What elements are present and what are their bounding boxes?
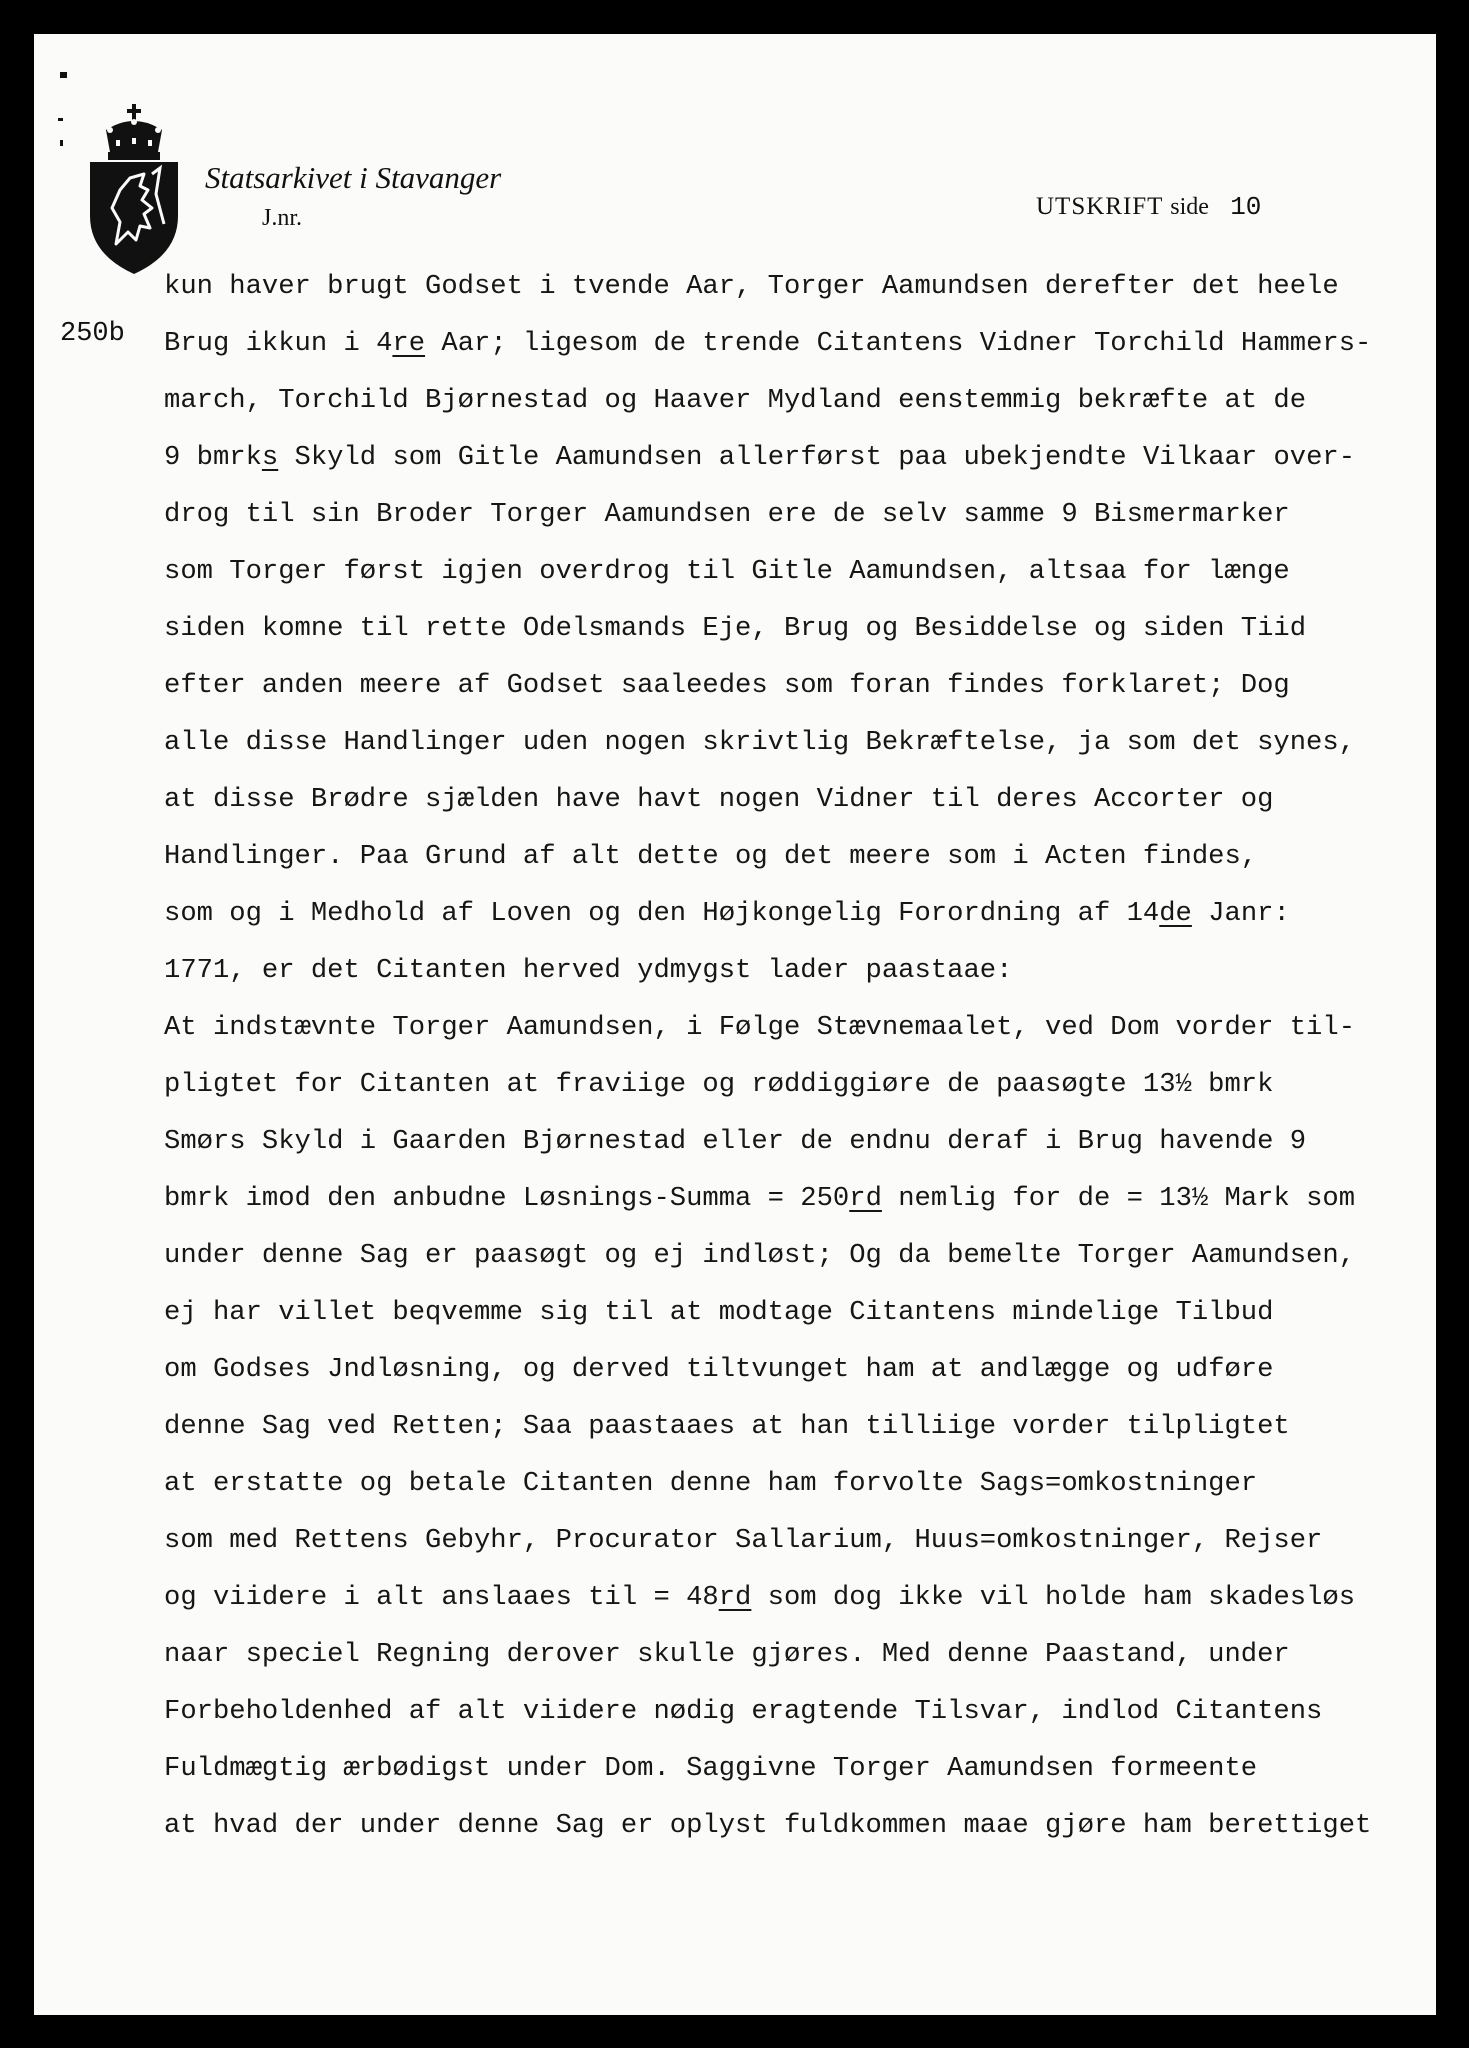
text-run: siden komne til rette Odelsmands Eje, Brug og Besiddelse og siden Tiid [164, 613, 1307, 644]
underlined-abbreviation: de [1159, 898, 1192, 929]
text-run: 9 bmrk [164, 442, 262, 473]
text-run: march, Torchild Bjørnestad og Haaver Mydland eenstemmig bekræfte at de [164, 385, 1307, 416]
archive-name: Statsarkivet i Stavanger [205, 160, 502, 195]
text-run: Forbeholdenhed af alt viidere nødig eragtende Tilsvar, indlod Citantens [164, 1696, 1323, 1727]
underlined-abbreviation: rd [718, 1582, 752, 1613]
text-line [164, 714, 1434, 771]
text-run: naar speciel Regning derover skulle gjøres. Med denne Paastand, under [164, 1639, 1290, 1670]
text-run: som med Rettens Gebyhr, Procurator Sallarium, Huus=omkostninger, Rejser [164, 1525, 1323, 1556]
text-line [164, 1170, 1434, 1227]
punch-mark [58, 118, 63, 121]
text-run: som og i Medhold af Loven og den Højkongelig Forordning af 14 [164, 898, 1160, 929]
underlined-abbreviation: rd [849, 1183, 882, 1214]
text-run: at hvad der under denne Sag er oplyst fuldkommen maae gjøre ham berettiget [164, 1810, 1372, 1841]
text-line [164, 885, 1434, 942]
page-header-right [1036, 192, 1261, 222]
text-line [164, 1398, 1434, 1455]
text-run: Fuldmægtig ærbødigst under Dom. Saggivne Torger Aamundsen formeente [164, 1753, 1258, 1784]
text-run: Skyld som Gitle Aamundsen allerførst paa ubekjendte Vilkaar over- [278, 442, 1356, 473]
text-line [164, 429, 1434, 486]
text-run: alle disse Handlinger uden nogen skrivtlig Bekræftelse, ja som det synes, [164, 727, 1356, 758]
journal-number-label: J.nr. [262, 205, 303, 231]
text-line [164, 600, 1434, 657]
text-line [164, 1797, 1434, 1854]
text-run: som Torger først igjen overdrog til Gitle Aamundsen, altsaa for længe [164, 556, 1290, 587]
text-line [164, 1284, 1434, 1341]
text-line [164, 1227, 1434, 1284]
text-line [164, 1455, 1434, 1512]
text-run: som dog ikke vil holde ham skadesløs [751, 1582, 1356, 1613]
underlined-abbreviation: re [392, 328, 426, 359]
text-line [164, 315, 1434, 372]
text-run: Brug ikkun i 4 [164, 328, 393, 359]
text-line [164, 771, 1434, 828]
text-run: Handlinger. Paa Grund af alt dette og det meere som i Acten findes, [164, 841, 1258, 872]
text-run: 1771, er det Citanten herved ydmygst lader paastaae: [164, 955, 1013, 986]
side-label: side [1170, 194, 1209, 220]
text-line [164, 372, 1434, 429]
text-line [164, 1740, 1434, 1797]
text-run: denne Sag ved Retten; Saa paastaaes at han tilliige vorder tilpligtet [164, 1411, 1290, 1442]
text-line [164, 543, 1434, 600]
text-run: ej har villet beqvemme sig til at modtage Citantens mindelige Tilbud [164, 1297, 1274, 1328]
text-run: Aar; ligesom de trende Citantens Vidner Torchild Hammers- [425, 328, 1372, 359]
text-run: Smørs Skyld i Gaarden Bjørnestad eller de endnu deraf i Brug havende 9 [164, 1126, 1307, 1157]
transcription-body [164, 258, 1434, 1854]
text-line [164, 1056, 1434, 1113]
text-line [164, 1113, 1434, 1170]
text-run: Janr: [1191, 898, 1290, 929]
text-run: at disse Brødre sjælden have havt nogen Vidner til deres Accorter og [164, 784, 1274, 815]
utskrift-label: UTSKRIFT [1036, 193, 1164, 220]
margin-folio-note: 250b [60, 319, 125, 349]
text-run: at erstatte og betale Citanten denne ham forvolte Sags=omkostninger [164, 1468, 1258, 1499]
text-line [164, 1512, 1434, 1569]
underlined-abbreviation: s [261, 442, 279, 473]
text-run: under denne Sag er paasøgt og ej indløst; Og da bemelte Torger Aamundsen, [164, 1240, 1356, 1271]
text-line [164, 999, 1434, 1056]
text-line [164, 657, 1434, 714]
text-run: nemlig for de = 13½ Mark som [881, 1183, 1356, 1214]
coat-of-arms-icon [86, 104, 182, 276]
text-run: om Godses Jndløsning, og derved tiltvunget ham at andlægge og udføre [164, 1354, 1274, 1385]
text-line [164, 486, 1434, 543]
text-line [164, 1569, 1434, 1626]
text-run: pligtet for Citanten at fraviige og røddiggiøre de paasøgte 13½ bmrk [164, 1069, 1274, 1100]
text-line [164, 942, 1434, 999]
text-run: kun haver brugt Godset i tvende Aar, Torger Aamundsen derefter det heele [164, 271, 1339, 302]
text-line [164, 1626, 1434, 1683]
text-line [164, 1341, 1434, 1398]
text-line [164, 828, 1434, 885]
punch-mark [60, 72, 67, 78]
text-run: At indstævnte Torger Aamundsen, i Følge Stævnemaalet, ved Dom vorder til- [164, 1012, 1356, 1043]
punch-mark [60, 140, 63, 146]
text-run: og viidere i alt anslaaes til = 48 [164, 1582, 719, 1613]
text-run: bmrk imod den anbudne Løsnings-Summa = 250 [164, 1183, 850, 1214]
text-line [164, 258, 1434, 315]
page-number: 10 [1230, 192, 1262, 222]
text-line [164, 1683, 1434, 1740]
text-run: efter anden meere af Godset saaleedes som foran findes forklaret; Dog [164, 670, 1290, 701]
text-run: drog til sin Broder Torger Aamundsen ere de selv samme 9 Bismermarker [164, 499, 1290, 530]
